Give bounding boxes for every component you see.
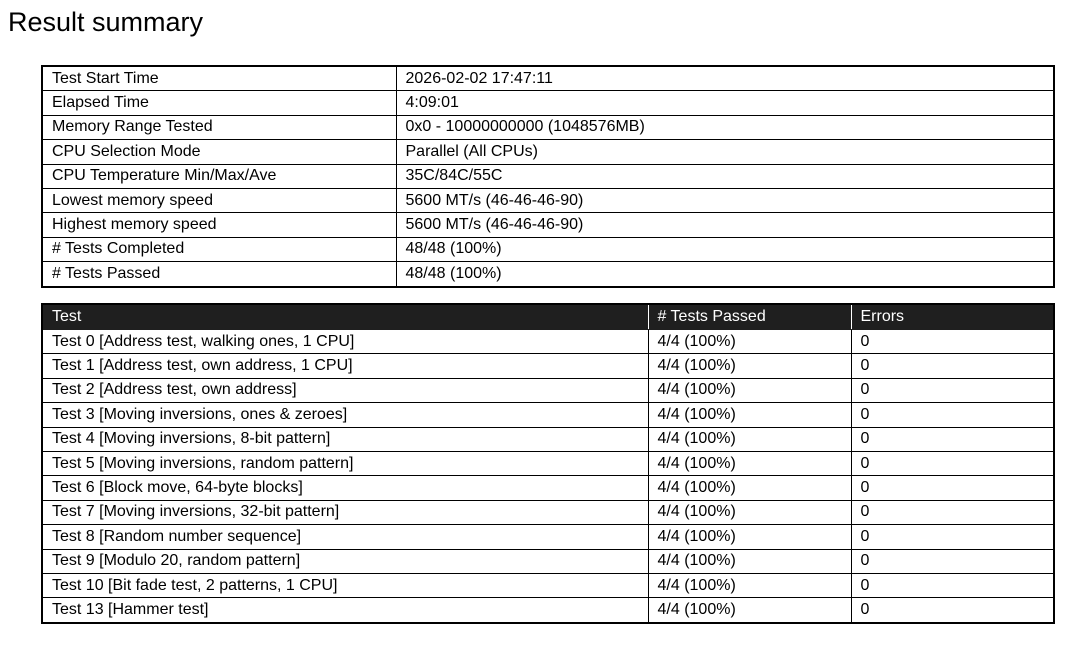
results-header-row (42, 304, 1054, 330)
tests-passed-cell: 4/4 (100%) (648, 525, 851, 549)
column-header-tests-passed: # Tests Passed (648, 304, 851, 330)
tests-passed-cell: 4/4 (100%) (648, 573, 851, 597)
summary-value: 48/48 (100%) (396, 237, 1054, 261)
table-row (42, 476, 1054, 500)
tests-passed-cell: 4/4 (100%) (648, 354, 851, 378)
test-name-cell: Test 10 [Bit fade test, 2 patterns, 1 CPU] (42, 573, 648, 597)
table-row (42, 330, 1054, 354)
summary-table (41, 65, 1055, 288)
summary-row (42, 140, 1054, 164)
errors-cell: 0 (851, 354, 1054, 378)
table-row (42, 451, 1054, 475)
errors-cell: 0 (851, 573, 1054, 597)
summary-label: Highest memory speed (42, 213, 396, 237)
table-row (42, 403, 1054, 427)
summary-value: 5600 MT/s (46-46-46-90) (396, 213, 1054, 237)
errors-cell: 0 (851, 476, 1054, 500)
test-name-cell: Test 0 [Address test, walking ones, 1 CPU] (42, 330, 648, 354)
summary-label: Memory Range Tested (42, 115, 396, 139)
table-row (42, 427, 1054, 451)
summary-row (42, 262, 1054, 287)
test-name-cell: Test 5 [Moving inversions, random pattern] (42, 451, 648, 475)
test-name-cell: Test 8 [Random number sequence] (42, 525, 648, 549)
tests-passed-cell: 4/4 (100%) (648, 500, 851, 524)
summary-value: 4:09:01 (396, 91, 1054, 115)
errors-cell: 0 (851, 403, 1054, 427)
errors-cell: 0 (851, 500, 1054, 524)
errors-cell: 0 (851, 598, 1054, 623)
column-header-errors: Errors (851, 304, 1054, 330)
errors-cell: 0 (851, 427, 1054, 451)
table-row (42, 378, 1054, 402)
summary-value: Parallel (All CPUs) (396, 140, 1054, 164)
test-name-cell: Test 13 [Hammer test] (42, 598, 648, 623)
summary-value: 48/48 (100%) (396, 262, 1054, 287)
tests-passed-cell: 4/4 (100%) (648, 330, 851, 354)
test-name-cell: Test 3 [Moving inversions, ones & zeroes] (42, 403, 648, 427)
tests-passed-cell: 4/4 (100%) (648, 476, 851, 500)
summary-value: 5600 MT/s (46-46-46-90) (396, 188, 1054, 212)
test-name-cell: Test 4 [Moving inversions, 8-bit pattern] (42, 427, 648, 451)
summary-label: CPU Selection Mode (42, 140, 396, 164)
table-row (42, 354, 1054, 378)
page-title: Result summary (8, 7, 204, 37)
summary-value: 0x0 - 10000000000 (1048576MB) (396, 115, 1054, 139)
summary-label: # Tests Passed (42, 262, 396, 287)
test-name-cell: Test 2 [Address test, own address] (42, 378, 648, 402)
summary-label: Test Start Time (42, 66, 396, 91)
tests-passed-cell: 4/4 (100%) (648, 427, 851, 451)
errors-cell: 0 (851, 549, 1054, 573)
results-table (41, 303, 1055, 624)
table-row (42, 598, 1054, 623)
table-row (42, 573, 1054, 597)
test-name-cell: Test 7 [Moving inversions, 32-bit pattern] (42, 500, 648, 524)
test-name-cell: Test 9 [Modulo 20, random pattern] (42, 549, 648, 573)
summary-label: Elapsed Time (42, 91, 396, 115)
summary-row (42, 188, 1054, 212)
test-name-cell: Test 6 [Block move, 64-byte blocks] (42, 476, 648, 500)
column-header-test: Test (42, 304, 648, 330)
summary-row (42, 66, 1054, 91)
errors-cell: 0 (851, 378, 1054, 402)
tests-passed-cell: 4/4 (100%) (648, 378, 851, 402)
errors-cell: 0 (851, 451, 1054, 475)
summary-value: 2026-02-02 17:47:11 (396, 66, 1054, 91)
summary-label: Lowest memory speed (42, 188, 396, 212)
errors-cell: 0 (851, 525, 1054, 549)
summary-label: CPU Temperature Min/Max/Ave (42, 164, 396, 188)
summary-row (42, 115, 1054, 139)
table-row (42, 500, 1054, 524)
test-name-cell: Test 1 [Address test, own address, 1 CPU] (42, 354, 648, 378)
tests-passed-cell: 4/4 (100%) (648, 549, 851, 573)
tests-passed-cell: 4/4 (100%) (648, 403, 851, 427)
tests-passed-cell: 4/4 (100%) (648, 598, 851, 623)
table-row (42, 525, 1054, 549)
errors-cell: 0 (851, 330, 1054, 354)
summary-row (42, 164, 1054, 188)
summary-row (42, 213, 1054, 237)
summary-value: 35C/84C/55C (396, 164, 1054, 188)
summary-label: # Tests Completed (42, 237, 396, 261)
summary-row (42, 91, 1054, 115)
tests-passed-cell: 4/4 (100%) (648, 451, 851, 475)
summary-row (42, 237, 1054, 261)
table-row (42, 549, 1054, 573)
